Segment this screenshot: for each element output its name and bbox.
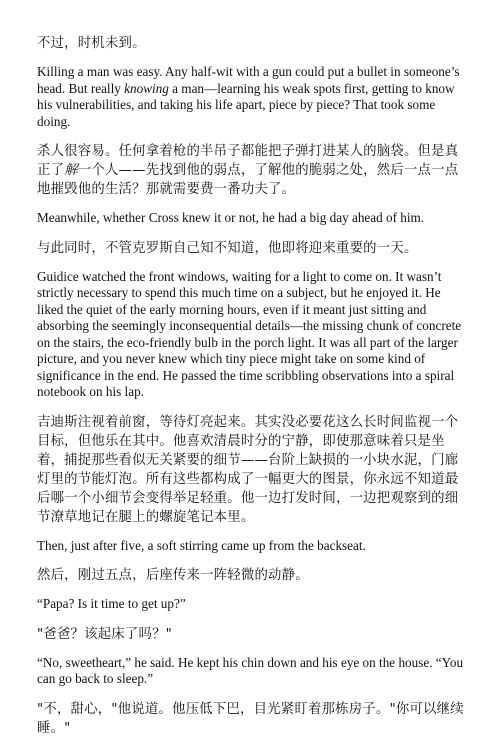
paragraph-zh-4: 吉迪斯注视着前窗，等待灯亮起来。其实没必要花这么长时间监视一个目标，但他乐在其中。他喜欢清晨时分的宁静，即使那意味着只是坐着，捕捉那些看似无关紧要的细节——台阶上缺损的一小块水泥，门廊灯里的节能灯泡。所有这些都构成了一幅更大的图景，你永远不知道最后哪一个小细节会变得举足轻重。他一边打发时间，一边把观察到的细节潦草地记在腿上的螺旋笔记本里。 <box>37 414 459 525</box>
document-page <box>37 34 467 749</box>
paragraph-zh-7: "不，甜心，"他说道。他压低下巴，目光紧盯着那栋房子。"你可以继续睡。" <box>37 701 464 736</box>
paragraph-en-4: Then, just after five, a soft stirring came up from the backseat. <box>37 537 366 553</box>
paragraph-en-2: Meanwhile, whether Cross knew it or not, he had a big day ahead of him. <box>37 210 425 225</box>
paragraph-en-1: Killing a man was easy. Any half-wit with a gun could put a bullet in someone’s head. But really knowing a man—learning his weak spots first, getting to know his vulnerabilities, and taking his life apart, piece by piece? That took some doing. <box>37 64 460 129</box>
paragraph-zh-1: 不过，时机未到。 <box>37 36 146 51</box>
emphasis-jie: 解 <box>64 163 78 178</box>
paragraph-zh-5: 然后，刚过五点，后座传来一阵轻微的动静。 <box>37 568 309 583</box>
paragraph-zh-6: "爸爸？该起床了吗？" <box>37 626 173 642</box>
paragraph-en-3: Guidice watched the front windows, waiting for a light to come on. It wasn’t strictly necessary to spend this much time on a subject, but he enjoyed it. He liked the quiet of the early morning hours, even if it meant just sitting and absorbing the seemingly inconsequential details—the missing chunk of concrete on the stairs, the eco-friendly bulb in the porch light. It was all part of the larger picture, and you never knew which tiny piece might take on some kind of significance in the end. He passed the time scribbling observations into a spiral notebook on his lap. <box>37 268 462 399</box>
emphasis-knowing: knowing <box>124 80 169 96</box>
paragraph-zh-3: 与此同时，不管克罗斯自己知不知道，他即将迎来重要的一天。 <box>37 240 418 256</box>
paragraph-en-5: “Papa? Is it time to get up?” <box>37 596 186 611</box>
paragraph-en-6: “No, sweetheart,” he said. He kept his chin down and his eye on the house. “You can go back to sleep.” <box>37 654 464 686</box>
paragraph-zh-2: 杀人很容易。任何拿着枪的半吊子都能把子弹打进某人的脑袋。但是真正了解一个人——先找到他的弱点，了解他的脆弱之处，然后一点一点地摧毁他的生活？那就需要费一番功夫了。 <box>37 144 459 197</box>
